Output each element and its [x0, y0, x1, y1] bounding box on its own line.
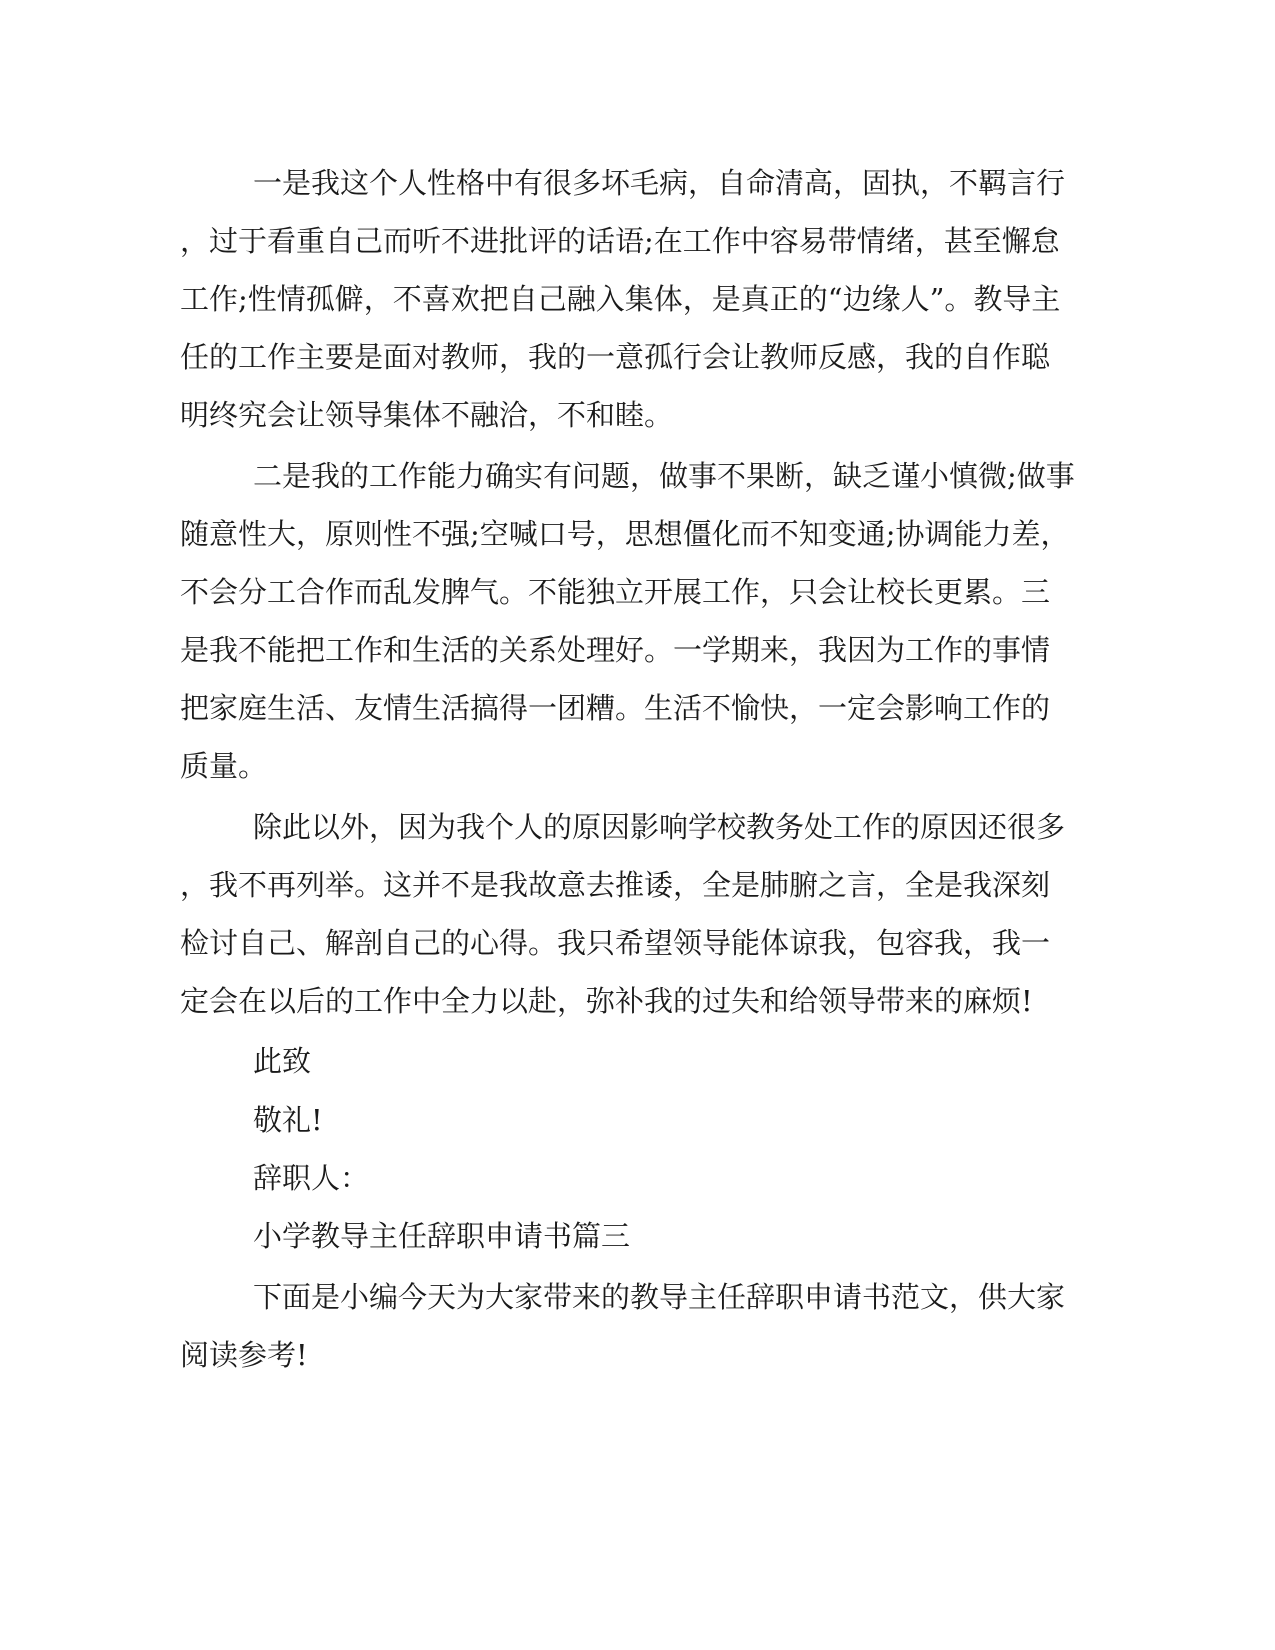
paragraph-1-line-3: 工作;性情孤僻，不喜欢把自己融入集体，是真正的“边缘人”。教导主 — [180, 282, 1061, 316]
paragraph-3-line-4: 定会在以后的工作中全力以赴，弥补我的过失和给领导带来的麻烦! — [180, 984, 1033, 1018]
paragraph-2-line-4: 是我不能把工作和生活的关系处理好。一学期来，我因为工作的事情 — [180, 633, 1051, 667]
paragraph-1-line-1: 一是我这个人性格中有很多坏毛病，自命清高，固执，不羁言行 — [253, 166, 1066, 200]
paragraph-3-line-2: ，我不再列举。这并不是我故意去推诿，全是肺腑之言，全是我深刻 — [180, 868, 1051, 902]
section-title: 小学教导主任辞职申请书篇三 — [253, 1219, 631, 1253]
paragraph-3-line-3: 检讨自己、解剖自己的心得。我只希望领导能体谅我，包容我，我一 — [180, 926, 1051, 960]
paragraph-2-line-6: 质量。 — [180, 749, 268, 783]
paragraph-1-line-4: 任的工作主要是面对教师，我的一意孤行会让教师反感，我的自作聪 — [180, 340, 1051, 374]
paragraph-1-line-5: 明终究会让领导集体不融洽，不和睦。 — [180, 398, 674, 432]
intro-paragraph-line-1: 下面是小编今天为大家带来的教导主任辞职申请书范文，供大家 — [253, 1280, 1066, 1314]
signatory-label: 辞职人： — [253, 1161, 370, 1195]
paragraph-2-line-3: 不会分工合作而乱发脾气。不能独立开展工作，只会让校长更累。三 — [180, 575, 1051, 609]
closing-regards: 敬礼! — [253, 1103, 323, 1137]
paragraph-2-line-5: 把家庭生活、友情生活搞得一团糟。生活不愉快，一定会影响工作的 — [180, 691, 1051, 725]
paragraph-3-line-1: 除此以外，因为我个人的原因影响学校教务处工作的原因还很多 — [253, 810, 1066, 844]
paragraph-1-line-2: ，过于看重自己而听不进批评的话语;在工作中容易带情绪，甚至懈怠 — [180, 224, 1060, 258]
closing-salutation: 此致 — [253, 1044, 312, 1078]
paragraph-2-line-2: 随意性大，原则性不强;空喊口号，思想僵化而不知变通;协调能力差， — [180, 517, 1070, 551]
intro-paragraph-line-2: 阅读参考! — [180, 1338, 308, 1372]
paragraph-2-line-1: 二是我的工作能力确实有问题，做事不果断，缺乏谨小慎微;做事 — [253, 459, 1075, 493]
